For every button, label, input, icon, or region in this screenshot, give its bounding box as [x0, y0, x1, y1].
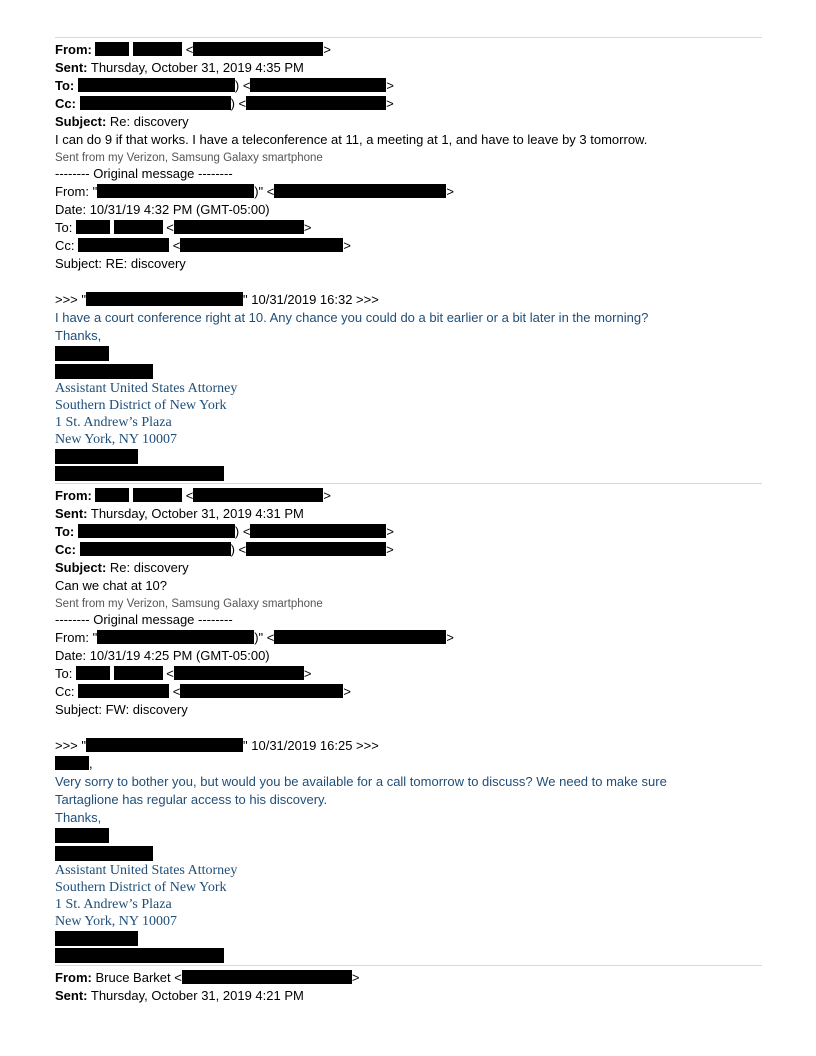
sig-street: 1 St. Andrew’s Plaza: [55, 415, 172, 430]
redaction: [97, 630, 254, 644]
redaction: [182, 970, 352, 984]
sent-value: Thursday, October 31, 2019 4:35 PM: [90, 60, 304, 75]
from-label: From:: [55, 42, 92, 57]
redaction-name: [55, 346, 109, 361]
redaction: [78, 238, 169, 252]
redaction: [250, 524, 386, 538]
sig-office: Southern District of New York: [55, 398, 227, 413]
redaction: [86, 738, 243, 752]
quote-header: >>> " " 10/31/2019 16:32 >>>: [55, 292, 379, 307]
quoted-thanks: Thanks,: [55, 328, 102, 343]
quoted-salutation: ,: [55, 755, 93, 773]
redaction: [180, 684, 343, 698]
subject-value: Re: discovery: [109, 114, 189, 129]
redaction: [78, 78, 235, 92]
orig-cc-line: Cc: < >: [55, 238, 351, 253]
redaction: [250, 78, 386, 92]
sig-office: Southern District of New York: [55, 880, 227, 895]
redaction: [80, 542, 231, 556]
cc-label: Cc:: [55, 96, 76, 111]
header-divider: [55, 37, 762, 38]
mobile-signature: Sent from my Verizon, Samsung Galaxy smartphone: [55, 152, 323, 164]
quoted-body-line-2: Tartaglione has regular access to his discovery.: [55, 792, 328, 807]
redaction: [114, 666, 163, 680]
sent-value: Thursday, October 31, 2019 4:21 PM: [90, 988, 304, 1003]
sig-city: New York, NY 10007: [55, 914, 177, 929]
redaction: [80, 96, 231, 110]
orig-to-line: To: < >: [55, 220, 312, 235]
redaction: [133, 42, 182, 56]
redaction: [76, 666, 110, 680]
orig-subject-line: Subject: FW: discovery: [55, 702, 188, 717]
redaction: [133, 488, 182, 502]
redaction: [95, 488, 129, 502]
sent-line: [55, 59, 304, 77]
from-line: From: Bruce Barket < >: [55, 970, 360, 985]
redaction-name: [55, 828, 109, 843]
subject-line: Subject: Re: discovery: [55, 560, 189, 575]
redaction: [274, 184, 446, 198]
orig-date-line: Date: 10/31/19 4:25 PM (GMT-05:00): [55, 648, 270, 663]
redaction-phone: [55, 931, 138, 946]
redaction-email: [55, 466, 224, 481]
from-line: From: < >: [55, 488, 331, 503]
quoted-body: I have a court conference right at 10. Any chance you could do a bit earlier or a bit later in the morning?: [55, 310, 649, 325]
redaction-email: [55, 948, 224, 963]
header-divider: [55, 965, 762, 966]
redaction: [274, 630, 446, 644]
redaction: [97, 184, 254, 198]
redaction: [86, 292, 243, 306]
orig-cc-line: Cc: < >: [55, 684, 351, 699]
mobile-signature: Sent from my Verizon, Samsung Galaxy smartphone: [55, 598, 323, 610]
original-message-marker: -------- Original message --------: [55, 612, 233, 627]
sent-line: Sent: Thursday, October 31, 2019 4:21 PM: [55, 988, 304, 1003]
quoted-thanks: Thanks,: [55, 810, 102, 825]
orig-from-line: From: " )" < >: [55, 630, 454, 645]
orig-date-line: Date: 10/31/19 4:32 PM (GMT-05:00): [55, 202, 270, 217]
redaction: [95, 42, 129, 56]
sig-city: New York, NY 10007: [55, 432, 177, 447]
orig-to-line: To: < >: [55, 666, 312, 681]
redaction: [114, 220, 163, 234]
sent-label: Sent:: [55, 60, 88, 75]
cc-line: Cc: ) < >: [55, 96, 394, 111]
redaction-name: [55, 364, 153, 379]
redaction: [78, 524, 235, 538]
redaction: [76, 220, 110, 234]
from-name: Bruce Barket: [95, 970, 171, 985]
redaction: [78, 684, 169, 698]
to-line: To: ) < >: [55, 78, 395, 93]
redaction: [193, 488, 323, 502]
redaction: [193, 42, 323, 56]
redaction-name: [55, 846, 153, 861]
subject-label: Subject:: [55, 114, 107, 129]
redaction: [174, 666, 304, 680]
orig-from-line: From: " )" < >: [55, 184, 454, 199]
message-body: I can do 9 if that works. I have a teleconference at 11, a meeting at 1, and have to leave by 3 tomorrow.: [55, 132, 648, 147]
redaction: [246, 96, 386, 110]
message-body: Can we chat at 10?: [55, 578, 168, 593]
subject-line: [55, 113, 189, 131]
redaction: [55, 756, 89, 770]
sig-street: 1 St. Andrew’s Plaza: [55, 897, 172, 912]
redaction: [246, 542, 386, 556]
quoted-body-line-1: Very sorry to bother you, but would you be available for a call tomorrow to discuss? We need to make sure: [55, 774, 667, 789]
to-label: To:: [55, 78, 75, 93]
redaction: [174, 220, 304, 234]
to-line: To: ) < >: [55, 524, 395, 539]
sig-title: Assistant United States Attorney: [55, 863, 238, 878]
quote-header: >>> " " 10/31/2019 16:25 >>>: [55, 738, 379, 753]
from-line: From: < >: [55, 42, 331, 57]
sent-line: Sent: Thursday, October 31, 2019 4:31 PM: [55, 506, 304, 521]
original-message-marker: -------- Original message --------: [55, 166, 233, 181]
sig-title: Assistant United States Attorney: [55, 381, 238, 396]
cc-line: Cc: ) < >: [55, 542, 394, 557]
redaction: [180, 238, 343, 252]
sent-value: Thursday, October 31, 2019 4:31 PM: [90, 506, 304, 521]
orig-subject-line: Subject: RE: discovery: [55, 256, 186, 271]
header-divider: [55, 483, 762, 484]
redaction-phone: [55, 449, 138, 464]
